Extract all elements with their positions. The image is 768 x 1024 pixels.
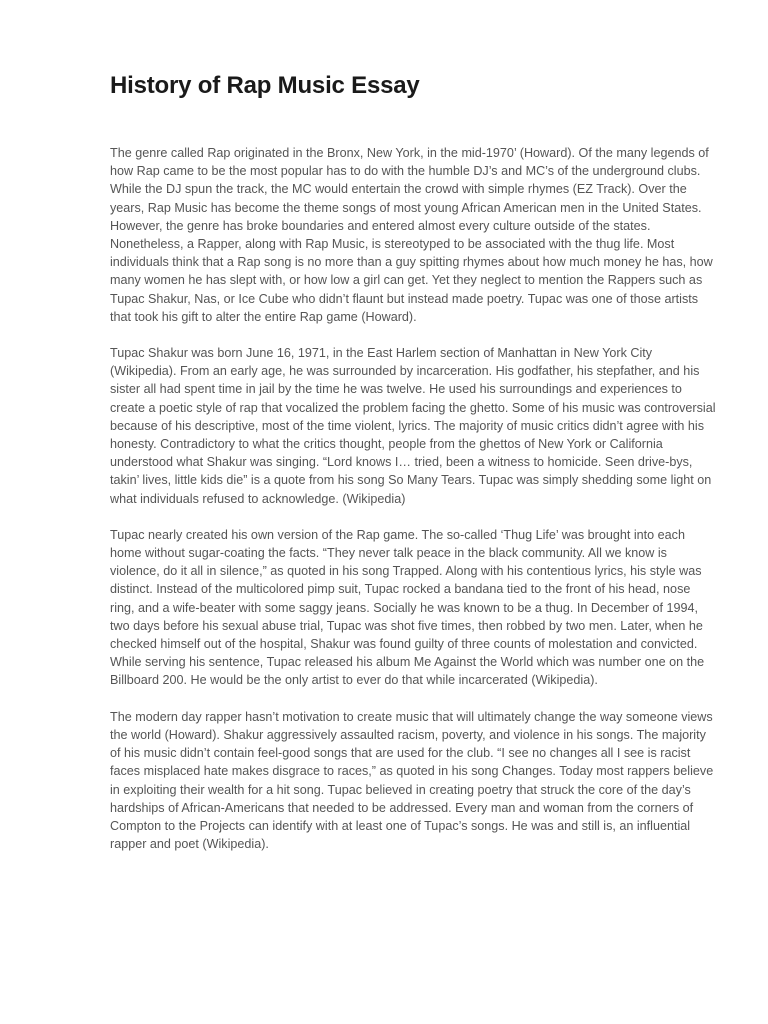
paragraph-3: Tupac nearly created his own version of the Rap game. The so-called ‘Thug Life’ was brought into each home without sugar-coating the facts. “They never talk peace in the black community. All we know is violence, do it all in silence,” as quoted in his song Trapped. Along with his contentious lyrics, his style was distinct. Instead of the multicolored pimp suit, Tupac rocked a bandana tied to the front of his head, nose ring, and a wife-beater with some saggy jeans. Socially he was known to be a thug. In December of 1994, two days before his sexual abuse trial, Tupac was shot five times, then robbed by two men. Later, when he checked himself out of the hospital, Shakur was found guilty of three counts of molestation and convicted. While serving his sentence, Tupac released his album Me Against the World which was number one on the Billboard 200. He would be the only artist to ever do that while incarcerated (Wikipedia). (110, 527, 705, 688)
paragraph-4: The modern day rapper hasn’t motivation to create music that will ultimately change the way someone views the world (Howard). Shakur aggressively assaulted racism, poverty, and violence in his songs. The majority of his music didn’t contain feel-good songs that are used for the club. “I see no changes all I see is racist faces misplaced hate makes disgrace to races,” as quoted in his song Changes. Today most rappers believe in exploiting their wealth for a hit song. Tupac believed in creating poetry that struck the core of the day’s hardships of African-Americans that needed to be addressed. Every man and woman from the corners of Compton to the Projects can identify with at least one of Tupac’s songs. He was and still is, an influential rapper and poet (Wikipedia). (110, 709, 714, 852)
paragraph-1: The genre called Rap originated in the Bronx, New York, in the mid-1970’ (Howard). Of the many legends of how Rap came to be the most popular has to do with the humble DJ’s and MC’s of the underground clubs. While the DJ spun the track, the MC would entertain the crowd with simple rhymes (EZ Track). Over the years, Rap Music has become the theme songs of most young African American men in the United States. However, the genre has broke boundaries and entered almost every culture outside of the states. Nonetheless, a Rapper, along with Rap Music, is stereotyped to be associated with the thug life. Most individuals think that a Rap song is no more than a guy spitting rhymes about how much money he has, how many women he has slept with, or how low a girl can get. Yet they neglect to mention the Rappers such as Tupac Shakur, Nas, or Ice Cube who didn’t flaunt but instead made poetry. Tupac was one of those artists that took his gift to alter the entire Rap game (Howard). (110, 146, 713, 324)
document-title: History of Rap Music Essay (110, 72, 420, 99)
document-body (110, 144, 716, 853)
paragraph-2: Tupac Shakur was born June 16, 1971, in the East Harlem section of Manhattan in New York City (Wikipedia). From an early age, he was surrounded by incarceration. His godfather, his stepfather, and his sister all had spent time in jail by the time he was twelve. He used his surroundings and experiences to create a poetic style of rap that vocalized the problem facing the ghetto. Some of his music was controversial because of his descriptive, most of the time violent, lyrics. The majority of music critics didn’t agree with his honesty. Contradictory to what the critics thought, people from the ghettos of New York or California understood what Shakur was singing. “Lord knows I… tried, been a witness to homicide. Seen drive-bys, takin’ lives, little kids die” is a quote from his song So Many Tears. Tupac was simply shedding some light on what individuals refused to acknowledge. (Wikipedia) (110, 346, 716, 506)
